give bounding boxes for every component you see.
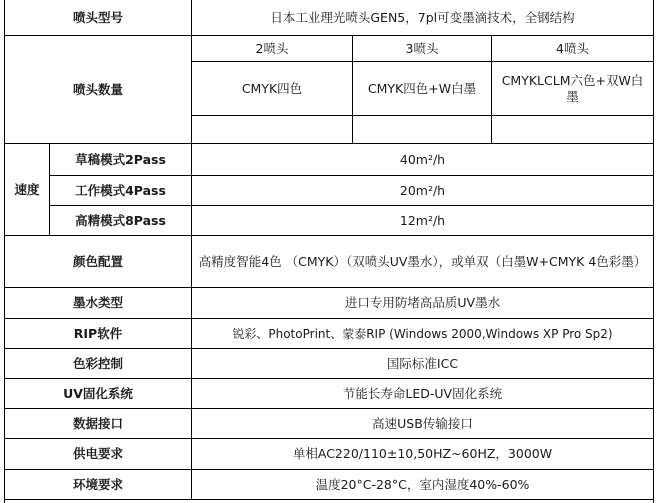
label-rip-software: RIP软件	[5, 319, 192, 349]
speed-mode-work: 工作模式4Pass	[50, 176, 192, 206]
label-power: 供电要求	[5, 439, 192, 470]
value-rip-software: 锐彩、PhotoPrint、蒙泰RIP (Windows 2000,Windows XP Pro Sp2)	[192, 319, 653, 349]
color-config-4-heads: CMYKLCLM六色+双W白墨	[492, 62, 653, 116]
head-count-2: 2喷头	[192, 36, 353, 62]
label-speed: 速度	[5, 144, 50, 236]
label-nozzle-count: 喷头数量	[5, 36, 192, 144]
empty-cell-4-heads	[492, 116, 653, 144]
spec-table	[4, 0, 654, 503]
head-count-4: 4喷头	[492, 36, 653, 62]
speed-value-high-precision: 12m²/h	[192, 206, 653, 236]
empty-cell-2-heads	[192, 116, 353, 144]
value-nozzle-model: 日本工业理光喷头GEN5，7pl可变墨滴技术，全钢结构	[192, 0, 653, 36]
label-environment: 环境要求	[5, 470, 192, 500]
label-uv-curing: UV固化系统	[5, 379, 192, 409]
head-count-3: 3喷头	[353, 36, 492, 62]
value-uv-curing: 节能长寿命LED-UV固化系统	[192, 379, 653, 409]
speed-value-work: 20m²/h	[192, 176, 653, 206]
label-ink-type: 墨水类型	[5, 288, 192, 319]
speed-value-draft: 40m²/h	[192, 144, 653, 176]
color-config-3-heads: CMYK四色+W白墨	[353, 62, 492, 116]
value-color-control: 国际标准ICC	[192, 349, 653, 379]
value-power: 单相AC220/110±10,50HZ~60HZ，3000W	[192, 439, 653, 470]
speed-mode-high-precision: 高精模式8Pass	[50, 206, 192, 236]
value-ink-type: 进口专用防堵高品质UV墨水	[192, 288, 653, 319]
label-data-interface: 数据接口	[5, 409, 192, 439]
value-color-config: 高精度智能4色 （CMYK）（双喷头UV墨水），或单双（白墨W+CMYK 4色彩墨）	[192, 236, 653, 288]
label-nozzle-model: 喷头型号	[5, 0, 192, 36]
color-config-2-heads: CMYK四色	[192, 62, 353, 116]
label-color-config: 颜色配置	[5, 236, 192, 288]
speed-mode-draft: 草稿模式2Pass	[50, 144, 192, 176]
empty-cell-3-heads	[353, 116, 492, 144]
value-data-interface: 高速USB传输接口	[192, 409, 653, 439]
label-color-control: 色彩控制	[5, 349, 192, 379]
value-environment: 温度20°C-28°C，室内湿度40%-60%	[192, 470, 653, 500]
